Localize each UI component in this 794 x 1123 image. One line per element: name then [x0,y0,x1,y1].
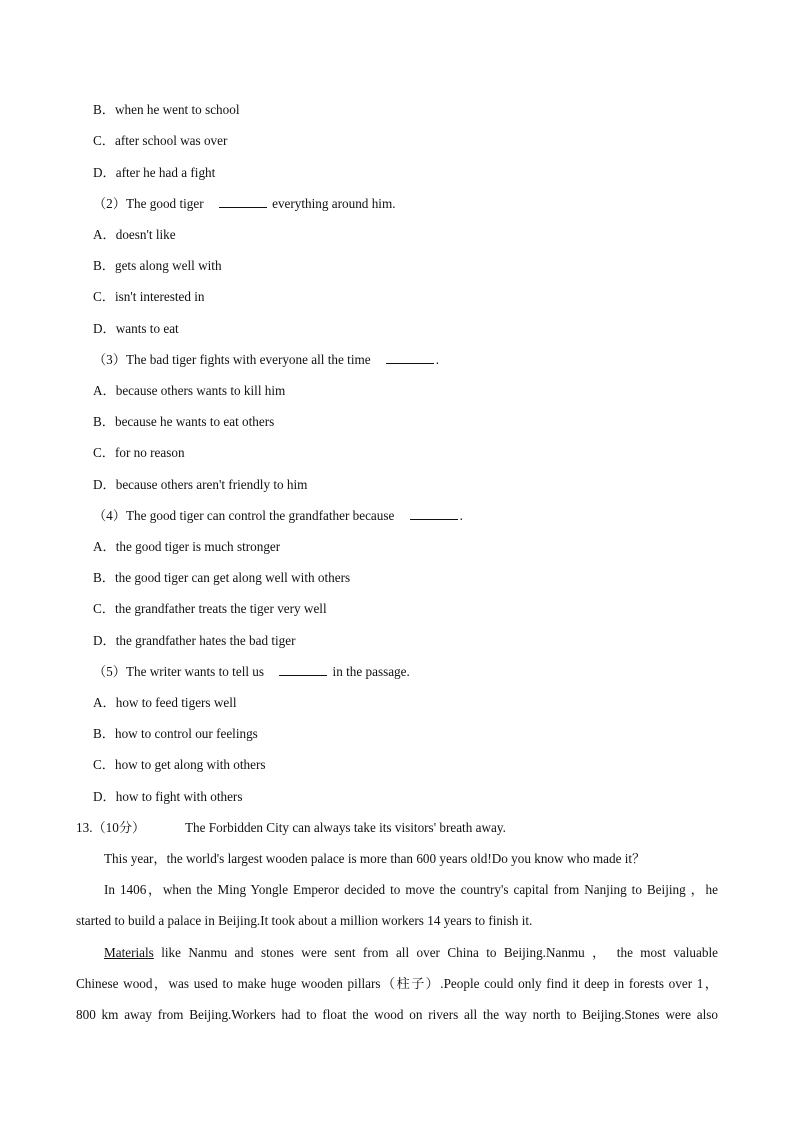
option-letter: D． [93,633,116,648]
q1-option-d[interactable] [93,165,215,181]
option-letter: A． [93,695,116,710]
option-text: doesn't like [115,227,176,242]
option-letter: D． [93,789,116,804]
option-letter: A． [93,539,116,554]
option-text: when he went to school [114,102,240,117]
question-number: （4） [93,508,126,523]
question-3-option-c[interactable] [93,445,185,461]
option-text: wants to eat [115,321,179,336]
question-5-stem [93,664,410,680]
option-text: because he wants to eat others [114,414,275,429]
question-13-header [76,820,145,836]
question-4-stem [93,508,463,524]
question-4-option-c[interactable] [93,601,327,617]
stem-text: The good tiger [125,196,204,211]
passage-paragraph-3-line-3: 800 km away from Beijing.Workers had to float the wood on rivers all the way north to Beijing.Stones were also [76,1007,718,1022]
question-number: （2） [93,196,126,211]
option-text: after he had a fight [115,165,216,180]
question-number: 13.（10分） [76,820,146,835]
question-2-option-b[interactable] [93,258,222,274]
question-3-option-d[interactable] [93,477,307,493]
option-text: how to feed tigers well [115,695,237,710]
stem-text: The good tiger can control the grandfather because [125,508,395,523]
option-text: gets along well with [114,258,222,273]
question-5-option-c[interactable] [93,757,266,773]
option-text: the good tiger can get along well with others [114,570,351,585]
option-text: because others wants to kill him [115,383,286,398]
option-letter: B． [93,258,115,273]
option-letter: A． [93,383,116,398]
option-letter: B． [93,570,115,585]
question-number: （5） [93,664,126,679]
question-3-option-b[interactable] [93,414,274,430]
option-text: the grandfather hates the bad tiger [115,633,296,648]
stem-text: The writer wants to tell us [125,664,265,679]
answer-blank[interactable] [279,664,327,676]
question-5-option-a[interactable] [93,695,237,711]
question-4-option-d[interactable] [93,633,296,649]
option-text: for no reason [114,445,185,460]
option-letter: C． [93,133,115,148]
option-letter: D． [93,165,116,180]
option-letter: C． [93,289,115,304]
option-text: the good tiger is much stronger [115,539,281,554]
stem-text: everything around him. [272,196,396,211]
question-3-stem [93,352,439,368]
option-text: how to get along with others [114,757,266,772]
question-2-option-a[interactable] [93,227,176,243]
question-5-option-d[interactable] [93,789,242,805]
option-letter: C． [93,445,115,460]
question-4-option-a[interactable] [93,539,280,555]
option-text: how to fight with others [115,789,243,804]
passage-paragraph-2-line-2: started to build a palace in Beijing.It took about a million workers 14 years to finish it. [76,913,533,928]
question-2-option-c[interactable] [93,289,205,305]
stem-text: in the passage. [332,664,410,679]
option-letter: C． [93,757,115,772]
passage-paragraph-3-line-2: Chinese wood，was used to make huge wooden pillars（柱子）.People could only find it deep in forests over 1， [76,976,718,991]
option-letter: D． [93,477,116,492]
question-2-option-d[interactable] [93,321,179,337]
q1-option-c[interactable] [93,133,227,149]
question-2-stem [93,196,396,212]
option-letter: A． [93,227,116,242]
underlined-word: Materials [104,945,154,960]
paragraph-text: like Nanmu and stones were sent from all over China to Beijing.Nanmu ， the most valuable [153,945,718,960]
option-letter: B． [93,726,115,741]
option-text: isn't interested in [114,289,205,304]
option-text: after school was over [114,133,228,148]
q1-option-b[interactable] [93,102,240,118]
option-letter: B． [93,414,115,429]
question-4-option-b[interactable] [93,570,350,586]
option-text: how to control our feelings [114,726,258,741]
question-3-option-a[interactable] [93,383,285,399]
option-letter: C． [93,601,115,616]
option-text: the grandfather treats the tiger very well [114,601,327,616]
option-letter: D． [93,321,116,336]
answer-blank[interactable] [410,508,458,520]
option-text: because others aren't friendly to him [115,477,308,492]
question-5-option-b[interactable] [93,726,258,742]
answer-blank[interactable] [219,196,267,208]
passage-title-sentence: The Forbidden City can always take its visitors' breath away. [185,820,506,835]
question-number: （3） [93,352,126,367]
stem-text: . [435,352,440,367]
option-letter: B． [93,102,115,117]
stem-text: The bad tiger fights with everyone all the time [125,352,371,367]
passage-paragraph-1: This year，the world's largest wooden palace is more than 600 years old!Do you know who made it？ [104,851,646,866]
passage-paragraph-3-line-1 [76,945,718,961]
stem-text: . [459,508,463,523]
passage-paragraph-2-line-1: In 1406，when the Ming Yongle Emperor decided to move the country's capital from Nanjing to Beijing ，he [104,882,718,897]
answer-blank[interactable] [386,352,434,364]
